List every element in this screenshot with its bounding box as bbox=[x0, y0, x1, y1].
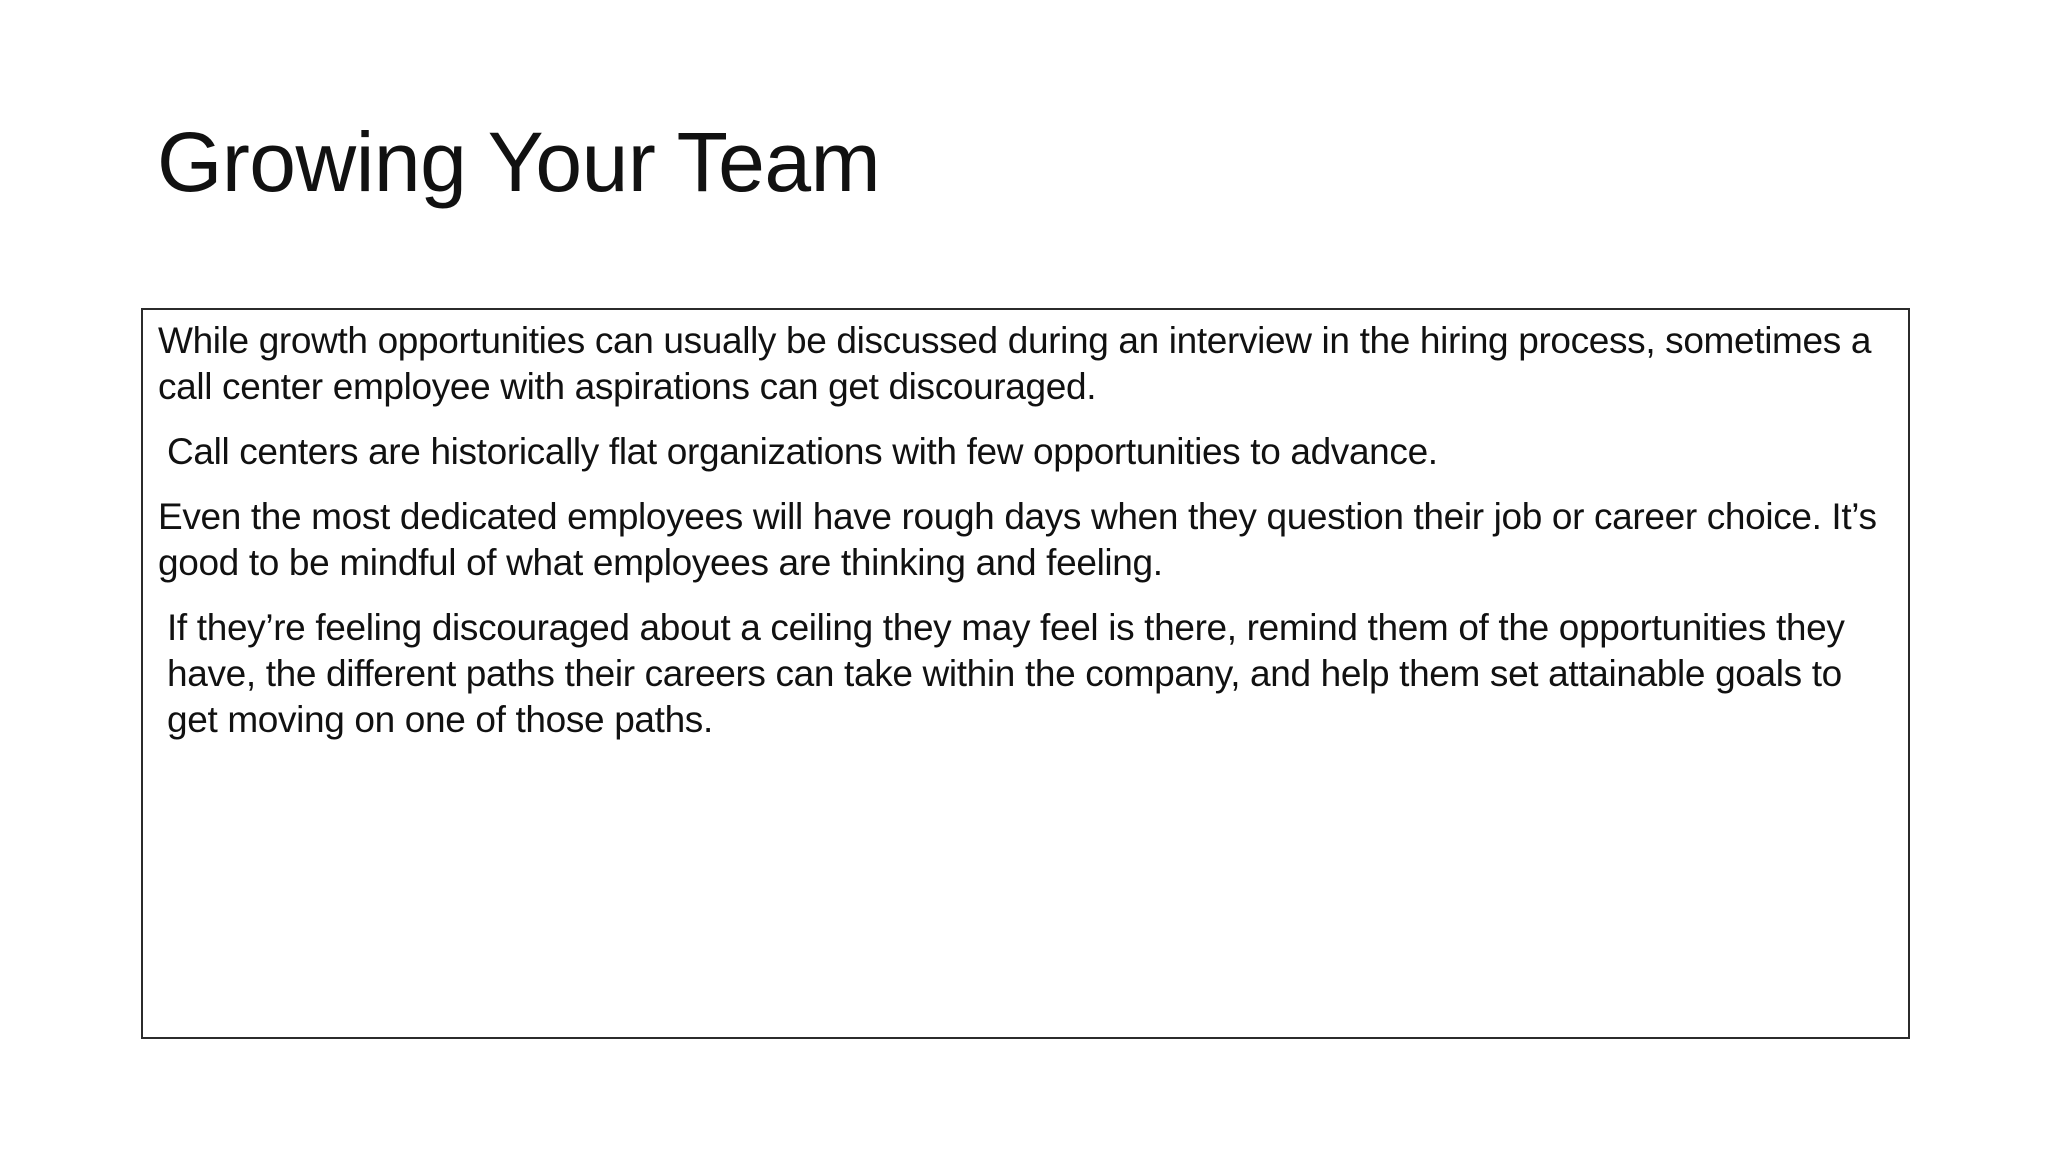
paragraph-rough-days: Even the most dedicated employees will have rough days when they question their job or career choice. It’s good to be mindful of what employees are thinking and feeling. bbox=[158, 496, 1877, 583]
paragraph-remind-opportunities: If they’re feeling discouraged about a ceiling they may feel is there, remind them of the opportunities they have, the different paths their careers can take within the company, and help them set attainable goals to get moving on one of those paths. bbox=[167, 607, 1845, 740]
content-text-box[interactable] bbox=[141, 308, 1910, 1039]
slide-title: Growing Your Team bbox=[157, 115, 881, 209]
paragraph-flat-organizations: Call centers are historically flat organizations with few opportunities to advance. bbox=[167, 431, 1438, 472]
paragraph-growth-opportunities: While growth opportunities can usually be discussed during an interview in the hiring process, sometimes a call center employee with aspirations can get discouraged. bbox=[158, 320, 1872, 407]
